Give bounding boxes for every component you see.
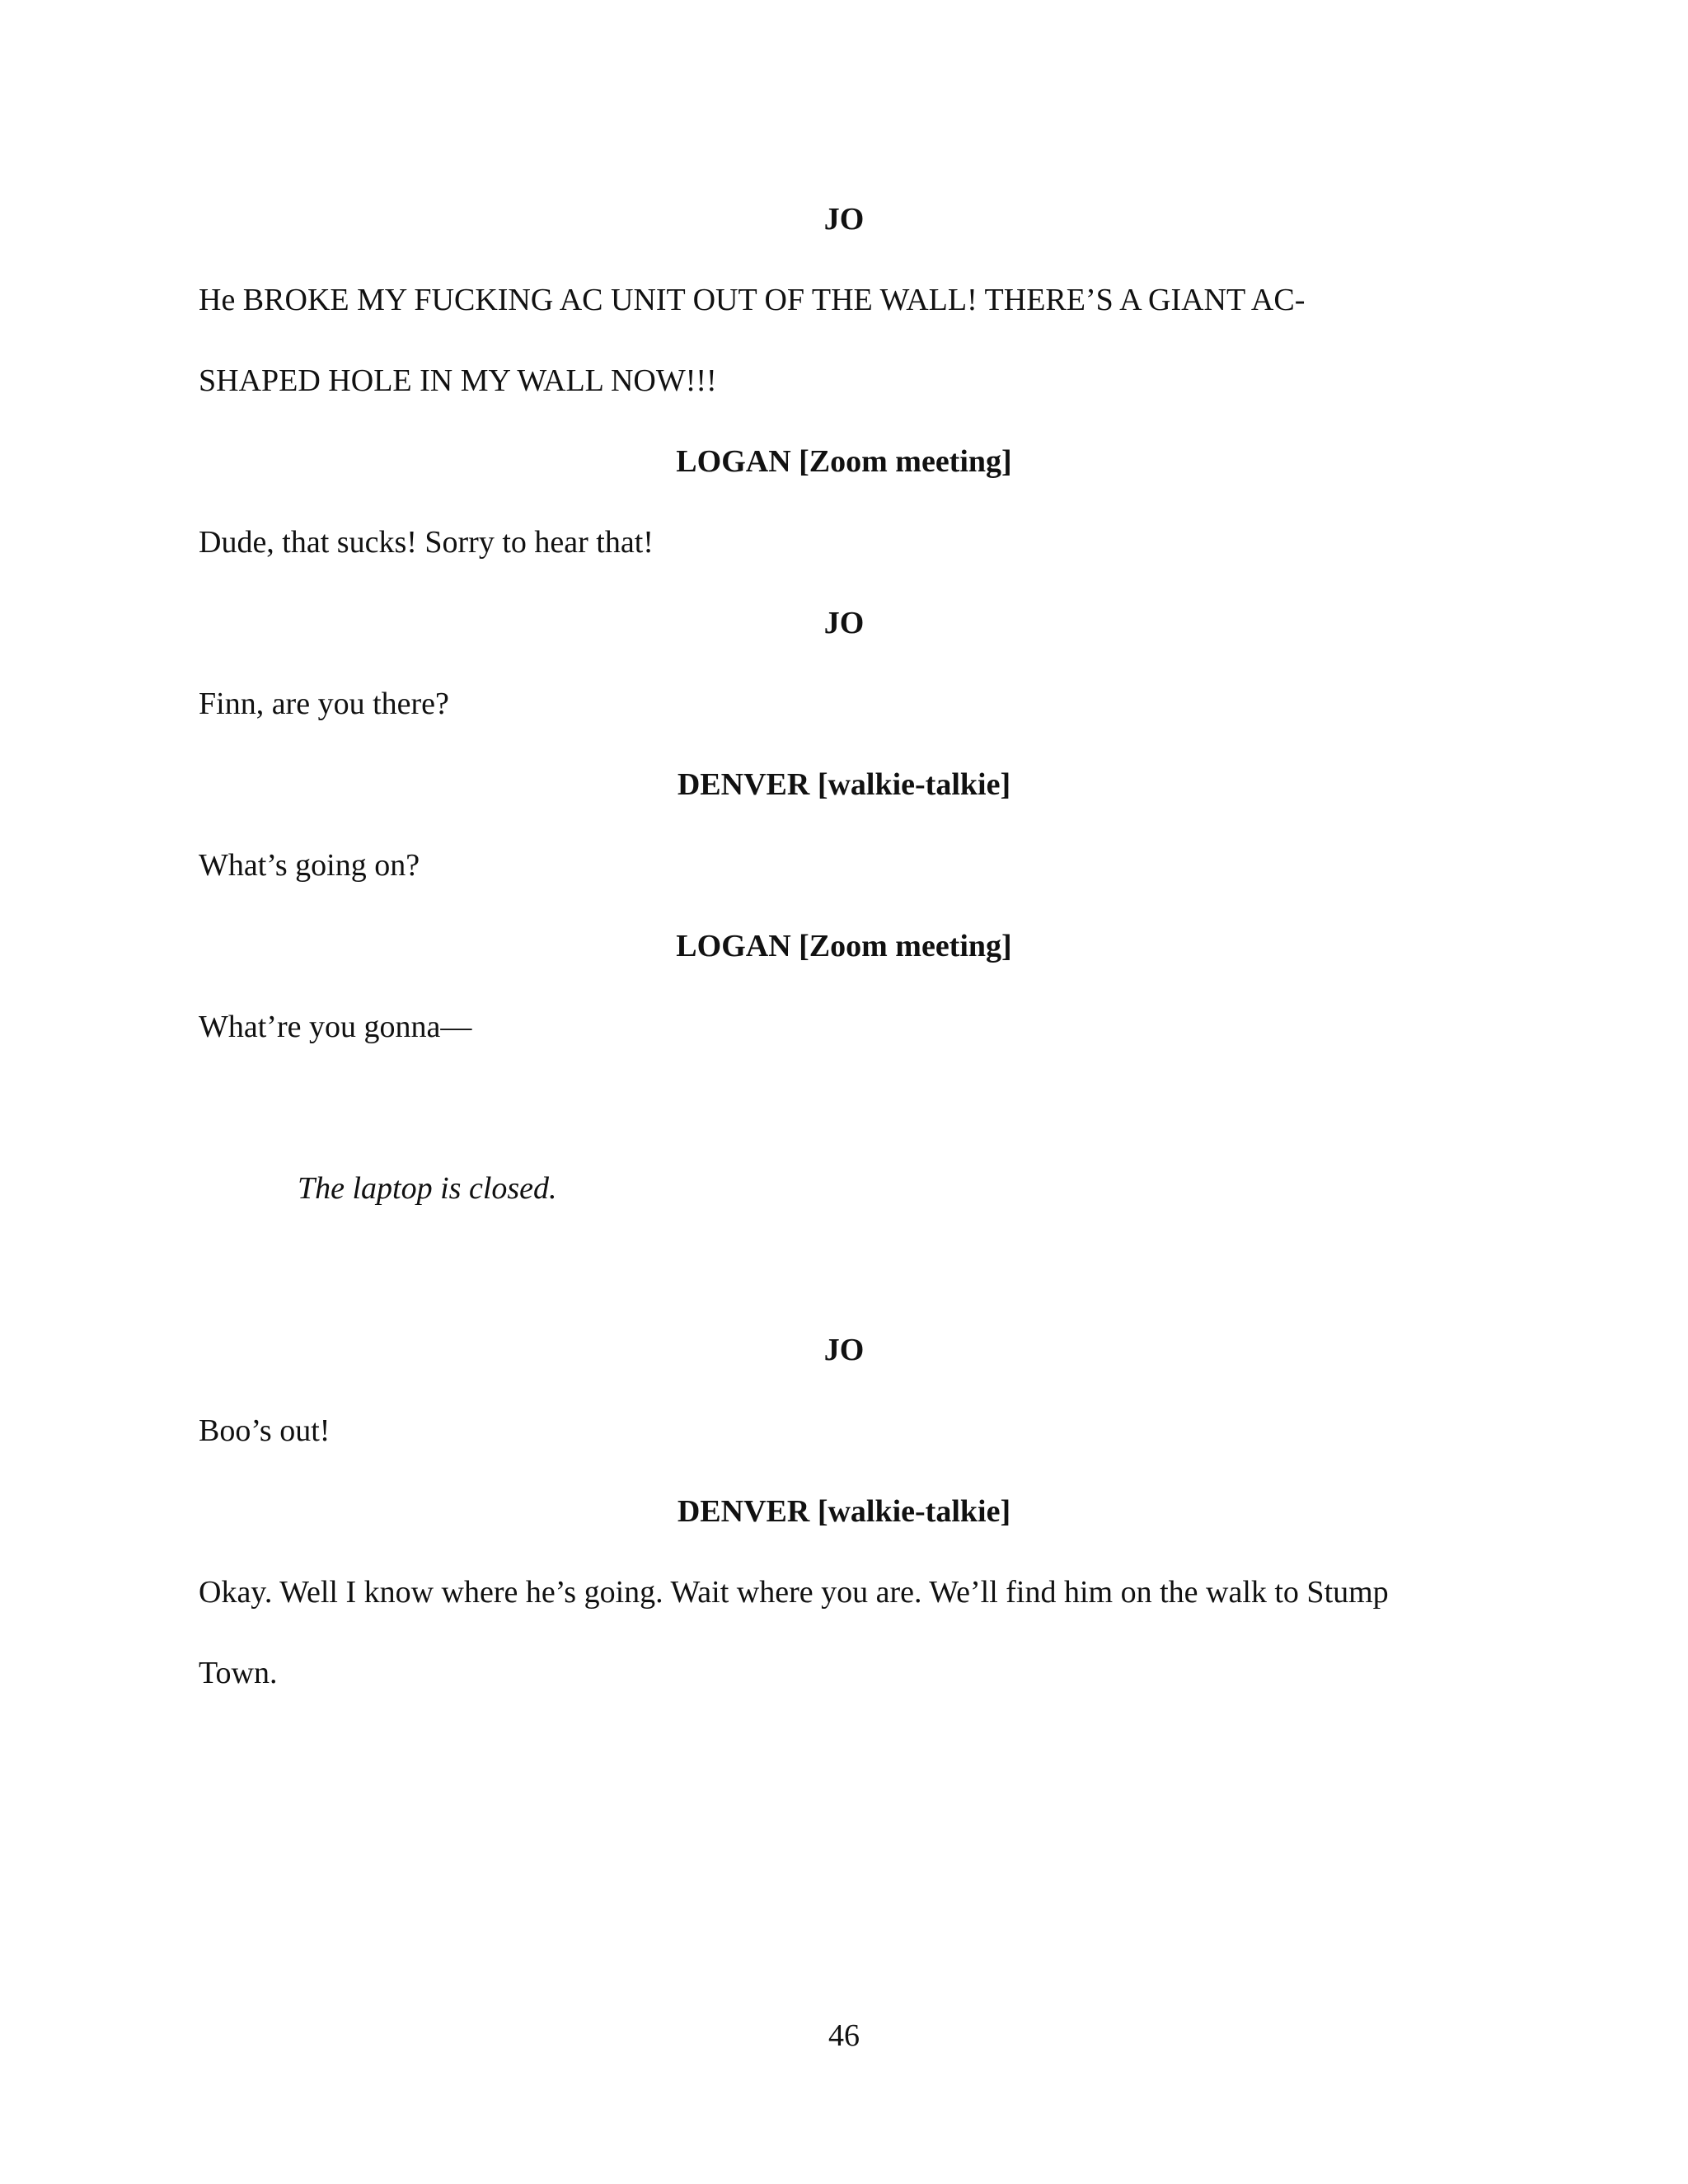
speaker-name: LOGAN [Zoom meeting] <box>676 929 1012 963</box>
dialogue-line: What’re you gonna— <box>199 1010 472 1044</box>
speaker-name: JO <box>823 202 865 237</box>
dialogue-line: What’s going on? <box>199 848 420 883</box>
stage-direction: The laptop is closed. <box>298 1171 557 1206</box>
dialogue-line: Finn, are you there? <box>199 687 449 721</box>
page-number: 46 <box>828 2018 860 2053</box>
speaker-name: LOGAN [Zoom meeting] <box>676 444 1012 479</box>
dialogue-line: Okay. Well I know where he’s going. Wait where you are. We’ll find him on the walk to Stump <box>199 1575 1389 1610</box>
dialogue-line: Town. <box>199 1656 278 1690</box>
speaker-name: DENVER [walkie-talkie] <box>677 1494 1011 1529</box>
dialogue-line: He BROKE MY FUCKING AC UNIT OUT OF THE WALL! THERE’S A GIANT AC- <box>199 283 1306 317</box>
dialogue-line: Dude, that sucks! Sorry to hear that! <box>199 525 654 560</box>
speaker-name: JO <box>823 606 865 640</box>
dialogue-line: Boo’s out! <box>199 1413 331 1448</box>
speaker-name: JO <box>823 1333 865 1367</box>
dialogue-line: SHAPED HOLE IN MY WALL NOW!!! <box>199 363 717 398</box>
speaker-name: DENVER [walkie-talkie] <box>677 767 1011 802</box>
